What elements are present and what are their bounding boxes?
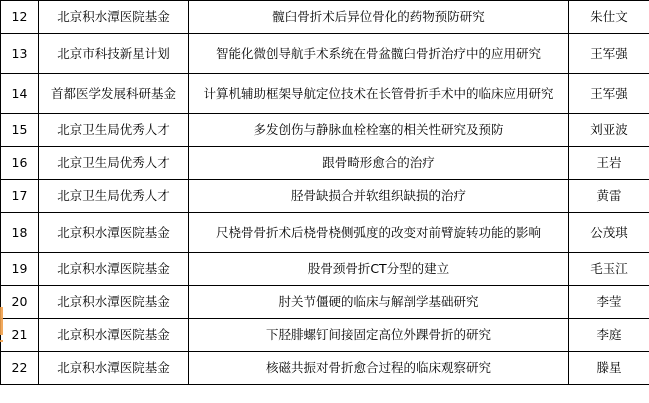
row-fund-source: 首都医学发展科研基金 [39,74,189,114]
row-principal-investigator: 刘亚波 [569,114,649,147]
row-number: 16 [1,147,39,180]
table-row [1,253,649,286]
row-fund-source: 北京积水潭医院基金 [39,253,189,286]
row-project-title: 肘关节僵硬的临床与解剖学基础研究 [189,286,569,319]
row-number: 20 [1,286,39,319]
table-row [1,1,649,34]
row-project-title: 胫骨缺损合并软组织缺损的治疗 [189,180,569,213]
table-row [1,213,649,253]
row-principal-investigator: 滕星 [569,352,649,385]
row-number: 18 [1,213,39,253]
row-fund-source: 北京积水潭医院基金 [39,1,189,34]
table-row [1,147,649,180]
row-number: 22 [1,352,39,385]
row-number: 13 [1,34,39,74]
table-row [1,34,649,74]
row-number: 19 [1,253,39,286]
row-project-title: 下胫腓螺钉间接固定高位外踝骨折的研究 [189,319,569,352]
row-principal-investigator: 毛玉江 [569,253,649,286]
table-row [1,74,649,114]
row-project-title: 核磁共振对骨折愈合过程的临床观察研究 [189,352,569,385]
table-row [1,114,649,147]
row-fund-source: 北京积水潭医院基金 [39,319,189,352]
row-fund-source: 北京卫生局优秀人才 [39,147,189,180]
row-number: 15 [1,114,39,147]
row-project-title: 计算机辅助框架导航定位技术在长管骨折手术中的临床应用研究 [189,74,569,114]
row-principal-investigator: 王军强 [569,34,649,74]
table-row [1,286,649,319]
row-principal-investigator: 李庭 [569,319,649,352]
row-project-title: 跟骨畸形愈合的治疗 [189,147,569,180]
row-project-title: 尺桡骨骨折术后桡骨桡侧弧度的改变对前臂旋转功能的影响 [189,213,569,253]
table-row [1,352,649,385]
row-fund-source: 北京积水潭医院基金 [39,213,189,253]
row-principal-investigator: 朱仕文 [569,1,649,34]
row-project-title: 股骨颈骨折CT分型的建立 [189,253,569,286]
row-fund-source: 北京卫生局优秀人才 [39,180,189,213]
row-number: 12 [1,1,39,34]
row-number: 14 [1,74,39,114]
page-edge-mark [0,307,3,335]
row-principal-investigator: 公茂琪 [569,213,649,253]
row-fund-source: 北京积水潭医院基金 [39,352,189,385]
row-fund-source: 北京积水潭医院基金 [39,286,189,319]
table-row [1,180,649,213]
row-principal-investigator: 王军强 [569,74,649,114]
row-principal-investigator: 黄雷 [569,180,649,213]
row-project-title: 髋臼骨折术后异位骨化的药物预防研究 [189,1,569,34]
row-principal-investigator: 王岩 [569,147,649,180]
row-principal-investigator: 李莹 [569,286,649,319]
table-row [1,319,649,352]
row-fund-source: 北京卫生局优秀人才 [39,114,189,147]
row-number: 21 [1,319,39,352]
row-project-title: 多发创伤与静脉血栓栓塞的相关性研究及预防 [189,114,569,147]
row-fund-source: 北京市科技新星计划 [39,34,189,74]
page-edge-mark [0,340,3,342]
row-project-title: 智能化微创导航手术系统在骨盆髋臼骨折治疗中的应用研究 [189,34,569,74]
row-number: 17 [1,180,39,213]
